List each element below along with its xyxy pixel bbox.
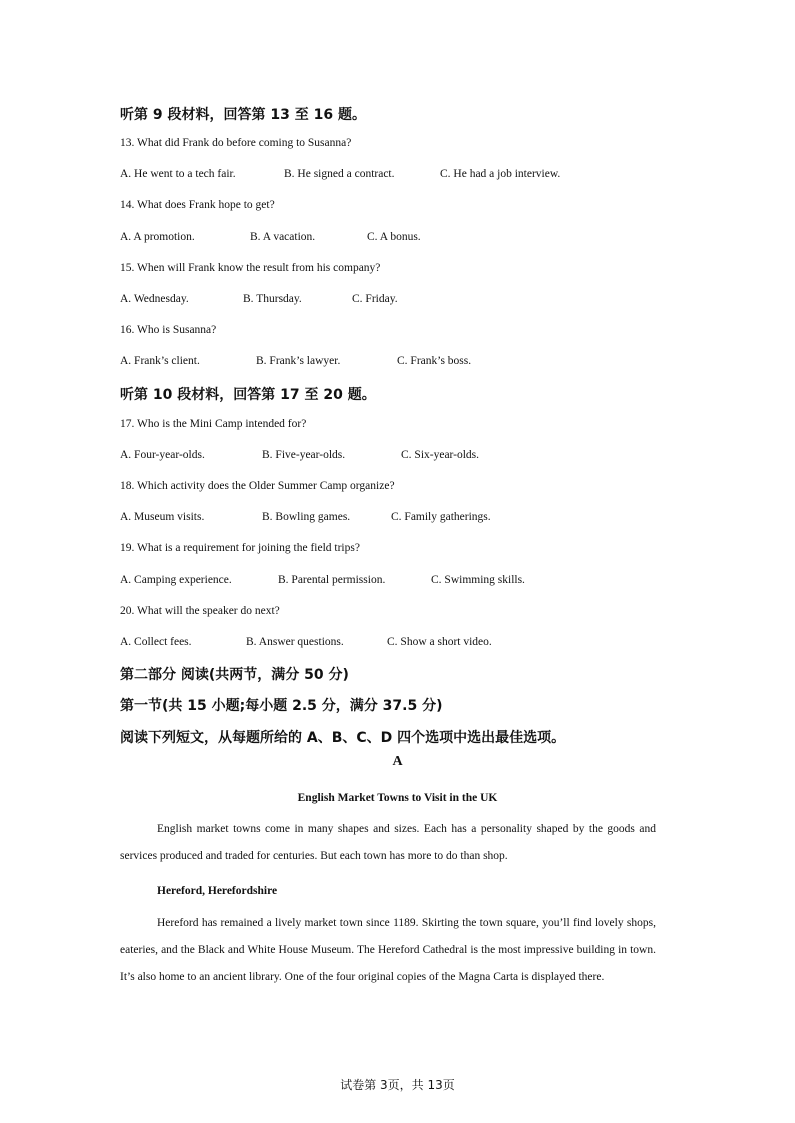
q14-option-b: B. A vacation. (250, 231, 316, 243)
q18-option-a: A. Museum visits. (120, 511, 205, 523)
section-9-heading: 听第 9 段材料，回答第 13 至 16 题。 (120, 107, 366, 123)
q19-option-a: A. Camping experience. (120, 574, 232, 586)
question-14: 14. What does Frank hope to get? (120, 199, 275, 211)
passage-letter: A (392, 754, 403, 769)
question-18: 18. Which activity does the Older Summer Camp organize? (120, 480, 395, 492)
q19-option-b: B. Parental permission. (278, 574, 386, 586)
q14-option-c: C. A bonus. (367, 231, 421, 243)
q15-option-c: C. Friday. (352, 293, 398, 305)
q20-option-b: B. Answer questions. (246, 636, 344, 648)
question-17: 17. Who is the Mini Camp intended for? (120, 418, 307, 430)
page-footer: 试卷第 3页，共 13页 (340, 1078, 455, 1092)
q20-option-a: A. Collect fees. (120, 636, 192, 648)
intro-paragraph: English market towns come in many shapes and sizes. Each has a personality shaped by the goods and services produced and traded for centuries. But each town has more to do than shop. (120, 823, 656, 862)
q13-option-a: A. He went to a tech fair. (120, 168, 236, 180)
q15-option-b: B. Thursday. (243, 293, 302, 305)
q14-option-a: A. A promotion. (120, 231, 195, 243)
q17-option-b: B. Five-year-olds. (262, 449, 346, 461)
question-19: 19. What is a requirement for joining the field trips? (120, 542, 360, 554)
part-two-title: 第二部分 阅读(共两节，满分 50 分) (120, 667, 349, 683)
passage-title: English Market Towns to Visit in the UK (297, 792, 498, 804)
section-10-heading: 听第 10 段材料，回答第 17 至 20 题。 (120, 387, 376, 403)
q20-option-c: C. Show a short video. (387, 636, 492, 648)
question-13: 13. What did Frank do before coming to Susanna? (120, 137, 352, 149)
q16-option-b: B. Frank’s lawyer. (256, 355, 341, 367)
hereford-paragraph: Hereford has remained a lively market town since 1189. Skirting the town square, you’ll find lovely shops, eateries, and the Black and White House Museum. The Hereford Cathedral is the most impressive building in town. It’s also home to an ancient library. One of the four original copies of the Magna Carta is displayed there. (120, 917, 656, 983)
q15-option-a: A. Wednesday. (120, 293, 189, 305)
q13-option-c: C. He had a job interview. (440, 168, 561, 180)
question-20: 20. What will the speaker do next? (120, 605, 280, 617)
q13-option-b: B. He signed a contract. (284, 168, 395, 180)
q17-option-c: C. Six-year-olds. (401, 449, 480, 461)
q16-option-c: C. Frank’s boss. (397, 355, 472, 367)
section-one-title: 第一节(共 15 小题;每小题 2.5 分，满分 37.5 分) (120, 698, 443, 714)
q18-option-c: C. Family gatherings. (391, 511, 491, 523)
q17-option-a: A. Four-year-olds. (120, 449, 205, 461)
q18-option-b: B. Bowling games. (262, 511, 351, 523)
q19-option-c: C. Swimming skills. (431, 574, 525, 586)
subheading-hereford: Hereford, Herefordshire (157, 885, 278, 897)
q16-option-a: A. Frank’s client. (120, 355, 200, 367)
question-15: 15. When will Frank know the result from his company? (120, 262, 381, 274)
reading-instruction: 阅读下列短文，从每题所给的 A、B、C、D 四个选项中选出最佳选项。 (120, 730, 566, 746)
question-16: 16. Who is Susanna? (120, 324, 217, 336)
